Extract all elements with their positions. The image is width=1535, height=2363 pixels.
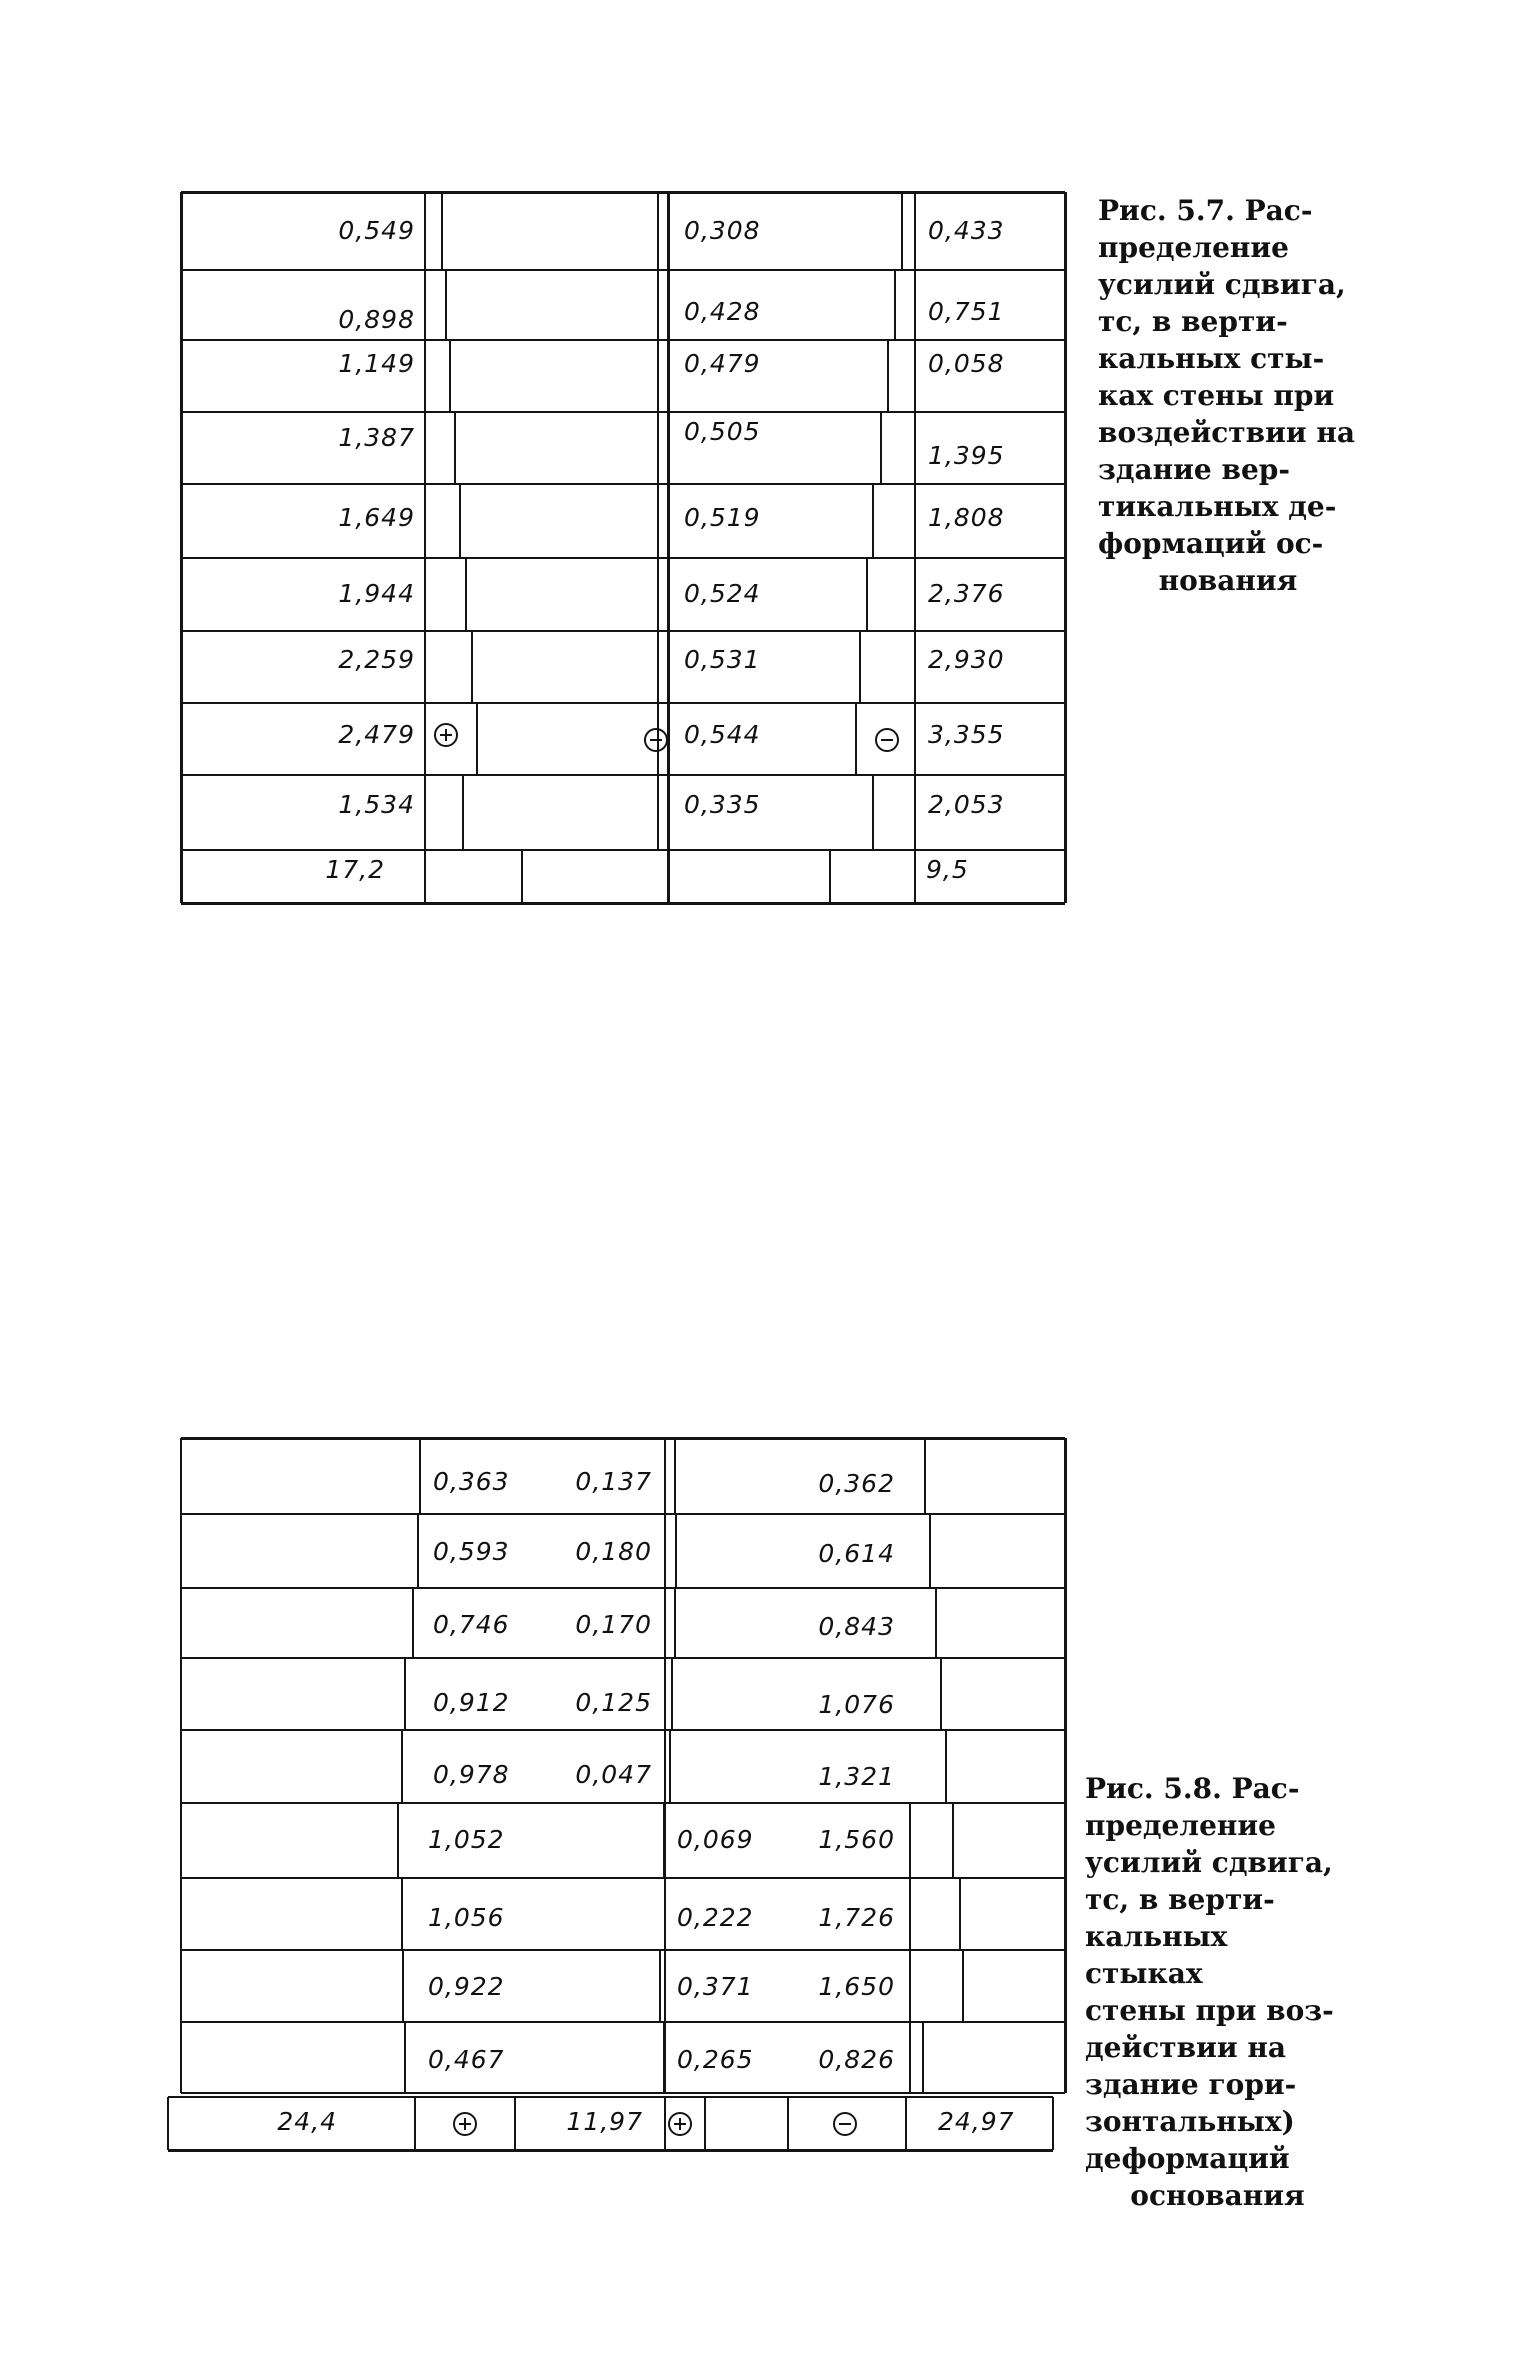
diagram-center-edge [664,1588,666,1658]
value-col5: 2,376 [928,579,1005,608]
value-col3: 0,524 [684,579,761,608]
total-1: 24,4 [277,2107,337,2136]
figure-5-7-caption [1098,192,1358,599]
value-col3: 0,308 [684,216,761,245]
grid-row-line [181,902,1065,905]
diagram-right-edge [935,1588,937,1658]
caption-line: действии на [1085,2031,1287,2064]
total-row-bottom [168,2149,1053,2152]
total-row-line [664,2097,666,2150]
caption-line: усилий сдвига, [1098,268,1346,301]
value-col3: 0,479 [684,349,761,378]
diagram-left-edge [404,1658,406,1730]
caption-line: кальных стыках [1085,1920,1228,1990]
value-col3a: 0,265 [677,2045,754,2074]
diagram-left-edge [465,558,467,631]
value-col5: 2,053 [928,790,1005,819]
diagram-left-edge [471,631,473,703]
value-col3a: 0,371 [677,1972,754,2001]
column-line [914,192,916,903]
grid-row-line [181,1949,1065,1951]
grid-row-line [181,2021,1065,2023]
value-col3a: 0,069 [677,1825,754,1854]
diagram-right-edge [866,558,868,631]
diagram-left-edge [417,1514,419,1588]
total-row-line [704,2097,706,2150]
caption-line: стены при воз- [1085,1994,1334,2027]
value-col2a: 0,467 [428,2045,505,2074]
grid-row-line [181,2092,1065,2094]
caption-line: пределение [1098,231,1289,264]
value-col2a: 1,052 [428,1825,505,1854]
grid-row-line [181,702,1065,704]
diagram-center-edge [657,558,659,631]
diagram-right-edge [909,2022,911,2093]
minus-sign-icon [875,728,899,752]
diagram-center-edge [669,1730,671,1803]
diagram-left-edge [402,1950,404,2022]
value-col3b: 1,650 [818,1972,895,2001]
diagram-right-edge [924,1438,926,1514]
grid-row-line [181,1729,1065,1731]
grid-row-line [181,1657,1065,1659]
caption-line: основания [1130,2179,1305,2212]
value-col2b: 0,170 [575,1610,652,1639]
diagram-center-edge [663,1803,665,1878]
diagram-right-edge [945,1730,947,1803]
diagram-left-edge [412,1588,414,1658]
caption-line: ках стены при [1098,379,1335,412]
diagram-center-edge [664,1438,666,1514]
grid-row-line [181,1877,1065,1879]
total-row-line [167,2097,169,2150]
diagram-right-edge [962,1950,964,2022]
value-col2b: 0,125 [575,1688,652,1717]
total-row-line [1052,2097,1054,2150]
diagram-left-edge [441,192,443,270]
diagram-center-edge [671,1658,673,1730]
caption-line: воздействии на [1098,416,1356,449]
diagram-right-edge [901,192,903,270]
diagram-center-edge [675,1514,677,1588]
diagram-center-edge [664,1950,666,2022]
value-col2a: 0,593 [433,1537,510,1566]
diagram-left-edge [401,1878,403,1950]
value-col5: 1,808 [928,503,1005,532]
diagram-right-edge [859,631,861,703]
plus-sign-icon [453,2112,477,2136]
diagram-right-edge [894,270,896,340]
diagram-center-edge [674,1588,676,1658]
column-line [424,192,426,903]
diagram-center-edge [657,340,659,412]
value-col1: 2,259 [338,645,415,674]
grid-row-line [181,1802,1065,1804]
table-border-right [1064,1438,1067,2093]
caption-line: кальных сты- [1098,342,1325,375]
value-col2a: 0,363 [433,1467,510,1496]
diagram-right-edge [929,1514,931,1588]
diagram-center-edge [664,1878,666,1950]
total-left: 17,2 [325,855,385,884]
diagram-left-edge [449,340,451,412]
minus-sign-icon [833,2112,857,2136]
grid-row-line [181,411,1065,413]
caption-line: пределение [1085,1809,1276,1842]
value-col2a: 0,746 [433,1610,510,1639]
value-col3b: 1,076 [818,1690,895,1719]
diagram-center-edge [657,631,659,703]
diagram-center-edge [659,1950,661,2022]
value-col1: 1,944 [338,579,415,608]
caption-line: здание гори- [1085,2068,1297,2101]
diagram-center-edge [664,1514,666,1588]
value-col3b: 1,321 [818,1762,895,1791]
total-row-line [787,2097,789,2150]
plus-sign-icon [434,723,458,747]
diagram-right-edge [940,1658,942,1730]
diagram-right-edge [952,1803,954,1878]
value-col1: 0,549 [338,216,415,245]
grid-row-line [181,339,1065,341]
diagram-right-edge [909,1950,911,2022]
value-col2b: 0,137 [575,1467,652,1496]
value-col5: 0,433 [928,216,1005,245]
value-col3a: 0,222 [677,1903,754,1932]
value-col1: 2,479 [338,720,415,749]
diagram-right-edge [855,703,857,775]
diagram-right-edge [872,484,874,558]
total-2: 11,97 [566,2107,643,2136]
value-col3: 0,428 [684,297,761,326]
value-col2b: 0,180 [575,1537,652,1566]
diagram-left-edge [476,703,478,775]
grid-row-line [181,557,1065,559]
plus-sign-icon [668,2112,692,2136]
grid-row-line [181,1513,1065,1515]
column-line [667,192,670,903]
value-col5: 1,395 [928,441,1005,470]
value-col2a: 1,056 [428,1903,505,1932]
grid-row-line [181,1437,1065,1440]
caption-line: усилий сдвига, [1085,1846,1333,1879]
caption-line: нования [1158,564,1298,597]
value-col1: 1,149 [338,349,415,378]
grid-row-line [181,630,1065,632]
caption-line: зонтальных) [1085,2105,1295,2138]
value-col2b: 0,047 [575,1760,652,1789]
figure-5-8-caption [1085,1770,1350,2214]
value-col1: 1,649 [338,503,415,532]
diagram-right-edge [909,1803,911,1878]
caption-line: формаций ос- [1098,527,1324,560]
value-col3b: 0,826 [818,2045,895,2074]
diagram-right-edge [922,2022,924,2093]
diagram-left-edge [454,412,456,484]
value-col1: 1,534 [338,790,415,819]
value-col3: 0,519 [684,503,761,532]
diagram-center-edge [657,270,659,340]
total-row-top [168,2096,1053,2098]
total-3: 24,97 [938,2107,1015,2136]
caption-line: деформаций [1085,2142,1290,2175]
value-col5: 0,058 [928,349,1005,378]
minus-sign-icon [644,728,668,752]
value-col5: 0,751 [928,297,1005,326]
grid-row-line [181,269,1065,271]
value-col3: 0,531 [684,645,761,674]
total-row-line [905,2097,907,2150]
diagram-right-edge [909,1878,911,1950]
total-row-line [514,2097,516,2150]
caption-line: тс, в верти- [1085,1883,1275,1916]
value-col3b: 0,614 [818,1539,895,1568]
column-line [829,850,831,903]
caption-line: Рис. 5.8. Рас- [1085,1772,1300,1805]
grid-row-line [181,483,1065,485]
diagram-right-edge [887,340,889,412]
value-col3: 0,335 [684,790,761,819]
grid-row-line [181,191,1065,194]
table-border-left [180,192,183,903]
table-border-left [180,1438,182,2093]
value-col3b: 1,560 [818,1825,895,1854]
diagram-center-edge [663,2022,665,2093]
diagram-center-edge [664,1658,666,1730]
value-col5: 3,355 [928,720,1005,749]
caption-line: Рис. 5.7. Рас- [1098,194,1313,227]
diagram-center-edge [674,1438,676,1514]
caption-line: тикальных де- [1098,490,1337,523]
value-col1: 0,898 [338,305,415,334]
diagram-left-edge [445,270,447,340]
value-col3b: 0,843 [818,1612,895,1641]
diagram-left-edge [401,1730,403,1803]
diagram-left-edge [404,2022,406,2093]
value-col2a: 0,978 [433,1760,510,1789]
diagram-center-edge [657,192,659,270]
value-col3: 0,505 [684,417,761,446]
diagram-left-edge [462,775,464,850]
table-border-right [1064,192,1067,903]
grid-row-line [181,849,1065,851]
grid-row-line [181,1587,1065,1589]
grid-row-line [181,774,1065,776]
diagram-right-edge [880,412,882,484]
value-col2a: 0,922 [428,1972,505,2001]
diagram-left-edge [419,1438,421,1514]
diagram-left-edge [459,484,461,558]
total-row-line [414,2097,416,2150]
total-right: 9,5 [926,855,969,884]
value-col5: 2,930 [928,645,1005,674]
diagram-right-edge [872,775,874,850]
value-col3b: 1,726 [818,1903,895,1932]
caption-line: здание вер- [1098,453,1290,486]
diagram-center-edge [664,1730,666,1803]
column-line [521,850,523,903]
diagram-center-edge [657,484,659,558]
value-col1: 1,387 [338,423,415,452]
value-col2a: 0,912 [433,1688,510,1717]
value-col3: 0,544 [684,720,761,749]
diagram-right-edge [959,1878,961,1950]
value-col3b: 0,362 [818,1469,895,1498]
diagram-center-edge [657,412,659,484]
diagram-center-edge [657,775,659,850]
caption-line: тс, в верти- [1098,305,1288,338]
diagram-left-edge [397,1803,399,1878]
